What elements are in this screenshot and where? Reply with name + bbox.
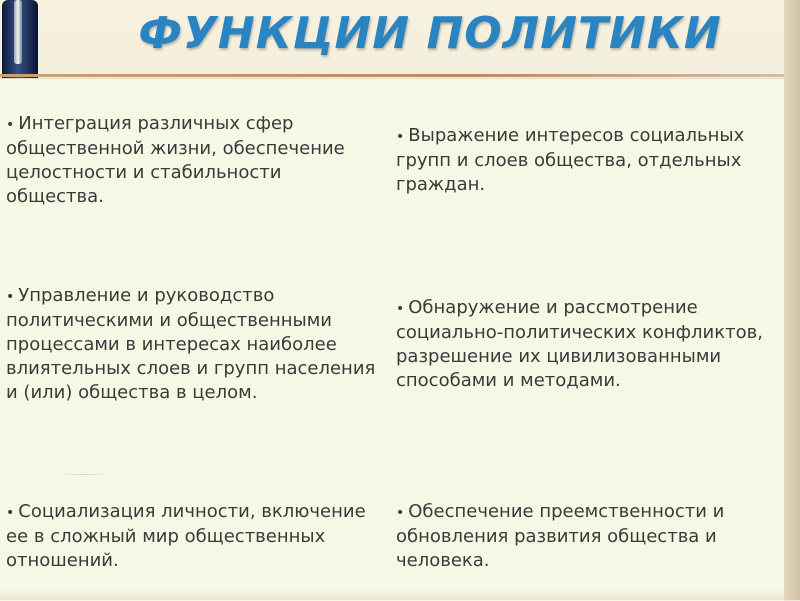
function-item-conflicts <box>396 296 766 393</box>
function-item-management <box>6 284 390 405</box>
slide-right-edge <box>784 0 800 600</box>
function-text: Обеспечение преемственности и обновления развития общества и человека. <box>396 501 725 571</box>
function-item-continuity <box>396 500 776 573</box>
bullet: • <box>396 301 405 317</box>
function-item-interests <box>396 124 766 197</box>
title-underline <box>0 74 784 77</box>
bullet: • <box>6 117 15 133</box>
function-text: Управление и руководство политическими и общественными процессами в интересах наиболее влиятельных слоев и групп населения и (или) общества в целом. <box>6 285 376 403</box>
bullet: • <box>6 505 15 521</box>
bullet: • <box>6 289 15 305</box>
bullet: • <box>396 129 405 145</box>
function-text: Интеграция различных сфер общественной жизни, обеспечение целостности и стабильности общества. <box>6 113 345 207</box>
divider <box>60 474 110 475</box>
function-text: Выражение интересов социальных групп и слоев общества, отдельных граждан. <box>396 125 745 195</box>
page-title: ФУНКЦИИ ПОЛИТИКИ <box>138 8 722 59</box>
bullet: • <box>396 505 405 521</box>
function-item-integration <box>6 112 376 209</box>
function-text: Обнаружение и рассмотрение социально-политических конфликтов, разрешение их цивилизованными способами и методами. <box>396 297 763 391</box>
panel-bottom-edge <box>0 588 784 600</box>
function-item-socialization <box>6 500 366 573</box>
function-text: Социализация личности, включение ее в сложный мир общественных отношений. <box>6 501 366 571</box>
